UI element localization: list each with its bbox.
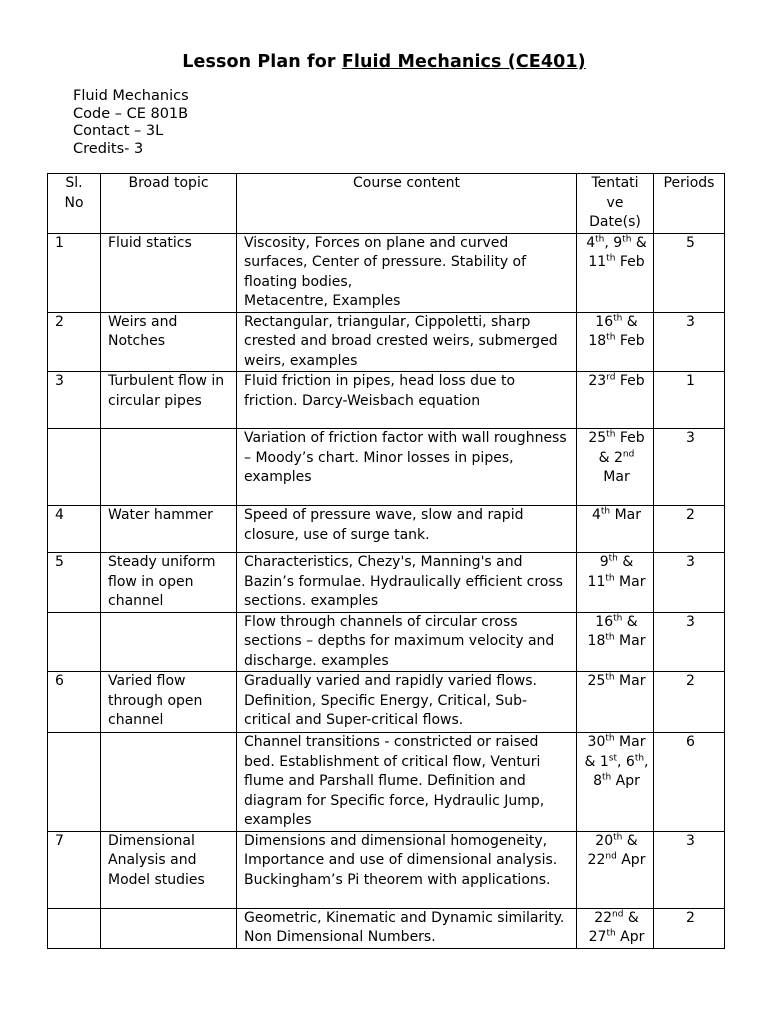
course-content-line: Rectangular, triangular, Cippoletti, sharp crested and broad crested weirs, submerged weirs, examples — [244, 313, 558, 369]
table-body — [48, 233, 725, 948]
cell-tentative-dates: 16th & 18th Feb — [577, 312, 654, 372]
course-code: Code – CE 801B — [73, 105, 189, 122]
cell-course-content — [237, 312, 577, 372]
cell-periods: 2 — [654, 672, 725, 733]
cell-sl-no — [48, 908, 101, 948]
cell-sl-no — [48, 733, 101, 832]
cell-sl-no: 3 — [48, 372, 101, 429]
table-row — [48, 553, 725, 613]
course-content-line: Metacentre, Examples — [244, 293, 401, 309]
cell-sl-no: 7 — [48, 831, 101, 908]
cell-broad-topic: Dimensional Analysis and Model studies — [101, 831, 237, 908]
course-content-line: Flow through channels of circular cross sections – depths for maximum velocity and discharge. examples — [244, 613, 555, 669]
cell-periods: 3 — [654, 312, 725, 372]
cell-sl-no: 6 — [48, 672, 101, 733]
cell-broad-topic: Water hammer — [101, 506, 237, 553]
cell-sl-no: 4 — [48, 506, 101, 553]
cell-sl-no — [48, 612, 101, 672]
header-broad-topic: Broad topic — [101, 174, 237, 234]
cell-periods: 3 — [654, 553, 725, 613]
cell-course-content — [237, 672, 577, 733]
cell-broad-topic: Varied flow through open channel — [101, 672, 237, 733]
cell-tentative-dates: 22nd & 27th Apr — [577, 908, 654, 948]
table-row — [48, 233, 725, 312]
course-content-line: Variation of friction factor with wall roughness – Moody’s chart. Minor losses in pipes, examples — [244, 430, 567, 485]
title-subject: Fluid Mechanics (CE401) — [341, 52, 586, 72]
table-row — [48, 908, 725, 948]
cell-sl-no — [48, 429, 101, 506]
course-content-line: Channel transitions - constricted or raised bed. Establishment of critical flow, Venturi flume and Parshall flume. Definition and diagram for Specific force, Hydraulic Jump, examples — [244, 734, 545, 828]
cell-course-content — [237, 908, 577, 948]
header-course-content: Course content — [237, 174, 577, 234]
cell-course-content — [237, 831, 577, 908]
cell-broad-topic — [101, 733, 237, 832]
cell-course-content — [237, 612, 577, 672]
table-row — [48, 733, 725, 832]
cell-periods: 3 — [654, 831, 725, 908]
table-row — [48, 372, 725, 429]
cell-course-content — [237, 372, 577, 429]
cell-course-content — [237, 233, 577, 312]
cell-course-content — [237, 733, 577, 832]
course-name: Fluid Mechanics — [73, 88, 189, 104]
cell-tentative-dates: 16th & 18th Mar — [577, 612, 654, 672]
header-periods: Periods — [654, 174, 725, 234]
cell-sl-no: 5 — [48, 553, 101, 613]
course-content-line: Fluid friction in pipes, head loss due to friction. Darcy-Weisbach equation — [244, 373, 516, 409]
cell-periods: 6 — [654, 733, 725, 832]
cell-broad-topic: Fluid statics — [101, 233, 237, 312]
cell-course-content — [237, 553, 577, 613]
table-row — [48, 831, 725, 908]
cell-periods: 3 — [654, 429, 725, 506]
cell-periods: 2 — [654, 908, 725, 948]
table-row — [48, 312, 725, 372]
course-content-line: Speed of pressure wave, slow and rapid closure, use of surge tank. — [244, 507, 524, 543]
table-row — [48, 429, 725, 506]
cell-tentative-dates: 30th Mar & 1st, 6th, 8th Apr — [577, 733, 654, 832]
cell-tentative-dates: 25th Feb & 2nd Mar — [577, 429, 654, 506]
course-content-line: Geometric, Kinematic and Dynamic similarity. Non Dimensional Numbers. — [244, 909, 565, 945]
lesson-plan-table — [47, 173, 725, 949]
course-credits: Credits- 3 — [73, 140, 144, 157]
table-header-row — [48, 174, 725, 234]
course-content-line: Dimensions and dimensional homogeneity, Importance and use of dimensional analysis. Buckingham’s Pi theorem with applications. — [244, 832, 558, 888]
cell-tentative-dates: 25th Mar — [577, 672, 654, 733]
header-sl-no: Sl. No — [48, 174, 101, 234]
course-content-line: Viscosity, Forces on plane and curved surfaces, Center of pressure. Stability of floating bodies, — [244, 234, 527, 290]
course-contact: Contact – 3L — [73, 123, 164, 139]
cell-broad-topic: Weirs and Notches — [101, 312, 237, 372]
cell-sl-no: 1 — [48, 233, 101, 312]
cell-broad-topic: Steady uniform flow in open channel — [101, 553, 237, 613]
cell-course-content — [237, 429, 577, 506]
header-tentative-dates: Tentati ve Date(s) — [577, 174, 654, 234]
cell-broad-topic — [101, 429, 237, 506]
cell-sl-no: 2 — [48, 312, 101, 372]
cell-tentative-dates: 23rd Feb — [577, 372, 654, 429]
title-prefix: Lesson Plan for — [182, 52, 342, 72]
cell-tentative-dates: 20th & 22nd Apr — [577, 831, 654, 908]
course-info — [73, 88, 189, 158]
table-row — [48, 506, 725, 553]
cell-tentative-dates: 9th & 11th Mar — [577, 553, 654, 613]
page-title — [0, 52, 768, 72]
cell-periods: 3 — [654, 612, 725, 672]
cell-broad-topic — [101, 908, 237, 948]
table-row — [48, 672, 725, 733]
course-content-line: Gradually varied and rapidly varied flows. Definition, Specific Energy, Critical, Sub-critical and Super-critical flows. — [244, 673, 537, 728]
cell-tentative-dates: 4th Mar — [577, 506, 654, 553]
course-content-line: Characteristics, Chezy's, Manning's and Bazin’s formulae. Hydraulically efficient cross sections. examples — [244, 554, 563, 609]
cell-broad-topic — [101, 612, 237, 672]
cell-periods: 1 — [654, 372, 725, 429]
table-row — [48, 612, 725, 672]
cell-periods: 2 — [654, 506, 725, 553]
cell-periods: 5 — [654, 233, 725, 312]
cell-tentative-dates: 4th, 9th & 11th Feb — [577, 233, 654, 312]
cell-course-content — [237, 506, 577, 553]
cell-broad-topic: Turbulent flow in circular pipes — [101, 372, 237, 429]
